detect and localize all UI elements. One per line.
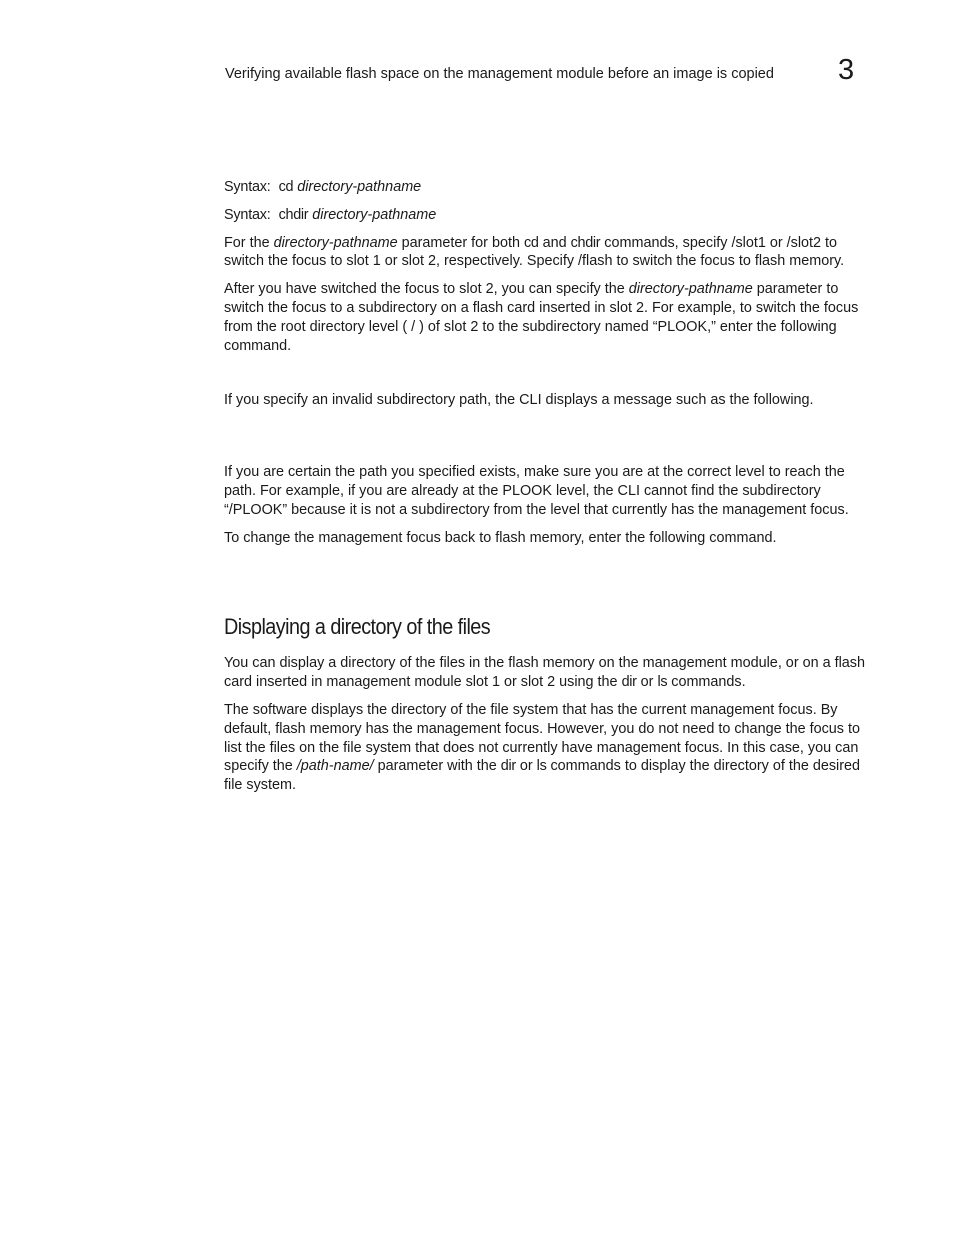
param-directory-pathname: directory-pathname — [273, 234, 398, 251]
text: and — [538, 234, 571, 251]
param-path-name: /path-name/ — [296, 758, 374, 775]
paragraph-change-focus: To change the management focus back to flash memory, enter the following command. — [224, 529, 777, 546]
command-dir: dir — [500, 758, 516, 775]
paragraph-file-system — [224, 701, 874, 795]
command-chdir: chdir — [278, 206, 309, 223]
text: or — [636, 674, 658, 691]
paragraph-invalid-path: If you specify an invalid subdirectory path, the CLI displays a message such as the following. — [224, 392, 814, 409]
command-dir: dir — [621, 674, 637, 691]
text: parameter with the — [373, 758, 501, 775]
command-cd: cd — [523, 234, 539, 251]
text: After you have switched the focus to slot 2, you can specify the — [224, 281, 629, 298]
text: You can display a directory of the files in the flash memory on the management module, or on a flash card inserted in management module slot 1 or slot 2 using the — [224, 655, 866, 691]
text: parameter for both — [397, 234, 524, 251]
command-chdir: chdir — [570, 234, 601, 251]
paragraph-slot-focus — [224, 234, 874, 272]
command-cd: cd — [278, 179, 294, 195]
page-body — [224, 178, 874, 795]
section-heading: Displaying a directory of the files — [224, 614, 491, 640]
param-directory-pathname: directory-pathname — [312, 206, 437, 223]
text: commands. — [667, 674, 746, 691]
paragraph-display-directory — [224, 654, 874, 692]
syntax-label: Syntax: — [224, 179, 271, 195]
text: or — [515, 758, 537, 775]
chapter-number: 3 — [838, 54, 855, 86]
param-directory-pathname: directory-pathname — [297, 179, 422, 195]
syntax-label: Syntax: — [224, 206, 271, 223]
running-header-title: Verifying available flash space on the management module before an image is copied — [225, 66, 774, 82]
command-ls: ls — [657, 674, 668, 691]
syntax-chdir — [224, 206, 874, 225]
text: commands, specify /slot1 or /slot2 to switch the focus to slot 1 or slot 2, respectively. Specify /flash to switch the focus to flash memory. — [224, 234, 845, 270]
text: For the — [224, 234, 274, 251]
paragraph-correct-level: If you are certain the path you specified exists, make sure you are at the correct level to reach the path. For example, if you are already at the PLOOK level, the CLI cannot find the subdirectory “/PLOOK” because it is not a subdirectory from the level that currently has the management focus. — [224, 464, 849, 518]
param-directory-pathname: directory-pathname — [628, 281, 753, 298]
syntax-cd — [224, 178, 874, 197]
command-ls: ls — [536, 758, 547, 775]
paragraph-subdirectory — [224, 280, 874, 355]
text: commands to display the directory of the desired file system. — [224, 758, 861, 794]
text: The software displays the directory of the file system that has the current management focus. By default, flash memory has the management focus. However, you do not need to change the focus to list the files on the file system that does not currently have management focus. In this case, you can specify the — [224, 701, 860, 775]
text: parameter to switch the focus to a subdirectory on a flash card inserted in slot 2. For example, to switch the focus from the root directory level ( / ) of slot 2 to the subdirectory named “PLOOK,” enter the following command. — [224, 281, 859, 354]
